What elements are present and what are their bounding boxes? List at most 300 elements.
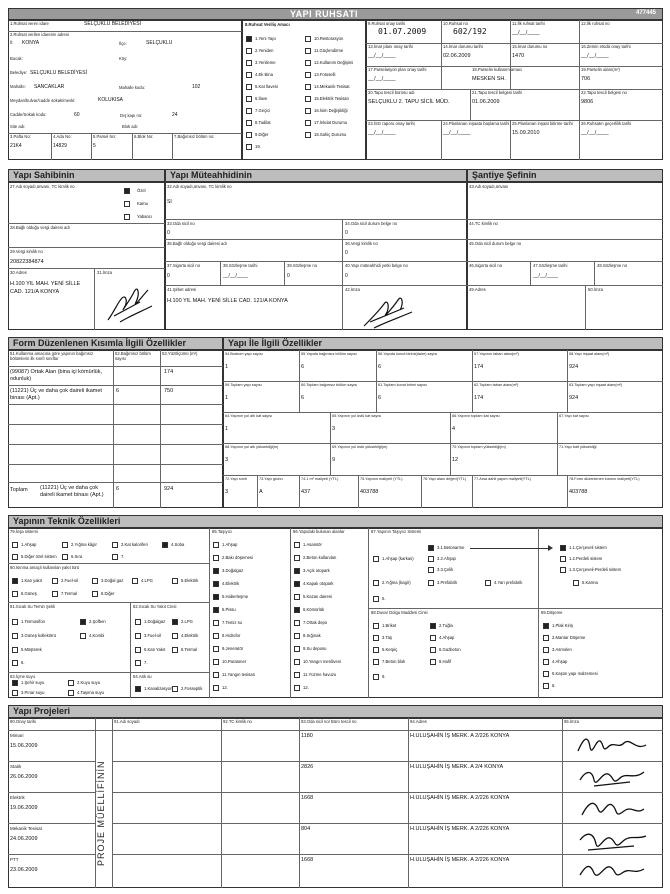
g87-cb-10[interactable]	[560, 567, 566, 573]
form-row1-b: odunluk)	[10, 376, 32, 382]
ozel-label: Özel	[137, 188, 146, 193]
g85-cb-0[interactable]	[213, 542, 219, 548]
r19-value: 706	[581, 76, 591, 82]
purpose-checkbox-0[interactable]	[246, 36, 252, 42]
h52-label: 52.Bağımsız bölüm sayısı	[115, 351, 151, 361]
purpose-checkbox-2[interactable]	[246, 48, 252, 54]
g81-lbl-2: 3.Güneş kollektörü	[21, 633, 56, 638]
r29-value: 20822384874	[10, 259, 44, 265]
g89-cb-2[interactable]	[543, 647, 549, 653]
owner-signature	[100, 272, 160, 328]
g85-lbl-5: 6.Pissu	[222, 607, 236, 612]
r12-label: 12.İlk ruhsat no	[581, 21, 610, 26]
g86-label: 86.Yapıdaki bulunan alanlar	[293, 529, 345, 534]
r9-label: 9.Ruhsat onay tarihi	[368, 21, 406, 26]
h51-label: 51.Kullanma amacına göre yapının bağımsız bölümlerin ilk sınıfı sınıflar	[10, 351, 94, 361]
g84-cb-0[interactable]	[135, 686, 141, 692]
g86-lbl-2: 3.Açık otopark	[303, 568, 330, 573]
r18-value: MESKEN SH.	[472, 76, 506, 82]
g79-cb-3[interactable]	[162, 542, 168, 548]
kapi-label: Dış kapı no:	[120, 113, 143, 118]
g88-cb-4[interactable]	[373, 647, 379, 653]
r45-label: 45.Oda sicil durum belge no	[469, 241, 522, 246]
g82-lbl-2: 3.Fuel-oil	[144, 633, 162, 638]
parsel-label: 5.Parsel No:	[93, 134, 117, 139]
g79-lbl-1: 2.Yığma kâgir	[71, 542, 97, 547]
r71-label: 71.Yapı bait yüksekliği	[559, 445, 597, 449]
kamu-checkbox[interactable]	[124, 201, 130, 207]
g89-cb-1[interactable]	[543, 635, 549, 641]
g88-cb-5[interactable]	[430, 647, 436, 653]
g80-lbl-4: 5.Elektrik	[181, 578, 199, 583]
g86-lbl-5: 6.Kömürlük	[303, 607, 325, 612]
project-signature-4	[574, 855, 654, 885]
g89-cb-0[interactable]	[543, 623, 549, 629]
g87-cb-4[interactable]	[428, 567, 434, 573]
g87-lbl-8: 1.1.Çerçeveli sistem	[569, 545, 607, 550]
g82-lbl-1: 2.LPG	[181, 619, 193, 624]
yabanci-checkbox[interactable]	[124, 214, 130, 220]
contractor-signature	[360, 290, 420, 330]
g82-cb-5[interactable]	[172, 647, 178, 653]
r63-value: 924	[569, 395, 579, 401]
form-total-label: Toplam	[10, 487, 28, 493]
g88-label: 88.Duvar Dolgu Maddesi Cinsi	[371, 610, 428, 615]
cadde-value: 60	[74, 112, 80, 118]
g83-cb-3[interactable]	[68, 690, 74, 696]
g79-cb-4[interactable]	[12, 554, 18, 560]
purpose-label-17: 18.Sahiç Durumu	[314, 132, 347, 137]
purpose-checkbox-5[interactable]	[305, 60, 311, 66]
g83-cb-1[interactable]	[68, 680, 74, 686]
r16-value: __/__/____	[581, 53, 609, 59]
r23-label: 23.İSG raporu onay tarihi	[368, 121, 415, 126]
g81-cb-4[interactable]	[12, 647, 18, 653]
r42-label: 42.İmza	[345, 287, 360, 292]
r73-label: 73.Yapı grubu	[259, 477, 283, 481]
r17-value: __/__/____	[368, 76, 396, 82]
r68-value: 3	[225, 457, 229, 463]
r49-label: 49.Adres	[469, 287, 486, 292]
r66-value: 4	[452, 426, 456, 432]
project-sicil-2: 1668	[301, 795, 314, 801]
parsel-value: 5	[93, 143, 96, 149]
g86-lbl-6: 7.Ortak depo	[303, 620, 328, 625]
h53-label: 53.Yüzölçümü (m²)	[162, 351, 198, 356]
ozel-checkbox[interactable]	[124, 188, 130, 194]
g88-cb-6[interactable]	[373, 659, 379, 665]
r43-label: 43.Adı soyadı,ünvanı	[469, 184, 509, 189]
r10-label: 10.Ruhsat no	[443, 21, 468, 26]
koy-label: Köy:	[119, 56, 128, 61]
g83-lbl-1: 2.Kuyu suyu	[77, 680, 101, 685]
g82-cb-6[interactable]	[135, 660, 141, 666]
g79-lbl-2: 3.Kat kaloriferi	[121, 542, 148, 547]
g80-label: 80.Isınma amaçlı kullanılan yakıt türü	[10, 565, 80, 570]
r39-value: 0	[287, 273, 290, 279]
g82-cb-2[interactable]	[135, 633, 141, 639]
purpose-label-1: 10.Restorasyon	[314, 36, 344, 41]
ada-value: 14829	[53, 143, 67, 149]
project-date-0: 15.06.2009	[10, 743, 38, 749]
g80-cb-6[interactable]	[52, 591, 58, 597]
g87-cb-6[interactable]	[485, 580, 491, 586]
purpose-checkbox-15[interactable]	[305, 120, 311, 126]
g85-cb-4[interactable]	[213, 594, 219, 600]
g87-cb-0[interactable]	[373, 556, 379, 562]
g89-lbl-0: 1.Plak Kiriş	[552, 623, 573, 628]
g83-lbl-0: 1.Şehir suyu	[21, 680, 45, 685]
g85-lbl-11: 12.	[222, 685, 228, 690]
g83-label: 83.İçme suyu	[10, 674, 35, 679]
section-sahibi: Yapı Sahibinin	[8, 169, 165, 182]
project-type-1: Statik	[10, 764, 22, 769]
r23-value: __/__/____	[368, 130, 396, 136]
g83-lbl-3: 4.Taşıma suyu	[77, 690, 104, 695]
g82-cb-3[interactable]	[172, 633, 178, 639]
r74-value: 437	[301, 489, 311, 495]
g89-cb-3[interactable]	[543, 659, 549, 665]
r78-value: 403788	[569, 489, 588, 495]
purpose-checkbox-10[interactable]	[246, 96, 252, 102]
g86-lbl-9: 10.Yangın merdiveni	[303, 659, 342, 664]
purpose-checkbox-9[interactable]	[305, 84, 311, 90]
form-row2-area: 750	[164, 388, 174, 394]
form-total-area: 924	[164, 486, 174, 492]
g85-lbl-9: 10.Paratoner	[222, 659, 247, 664]
g79-lbl-0: 1.Ahşap	[21, 542, 37, 547]
r75-label: 75.Yapının maliyeti (YTL)	[360, 477, 403, 481]
g80-lbl-0: 1.Katı yakıt	[21, 578, 42, 583]
g88-lbl-7: 8.Hafif	[439, 659, 452, 664]
r1-label: 1.Ruhsat veren idare	[10, 21, 49, 26]
g87-lbl-9: 1.2.Perdeli sistem	[569, 556, 603, 561]
bagimsiz-label: 7.Bağımsız bölüm no:	[174, 134, 215, 139]
purpose-checkbox-4[interactable]	[246, 60, 252, 66]
purpose-checkbox-11[interactable]	[305, 96, 311, 102]
g88-cb-3[interactable]	[430, 635, 436, 641]
purpose-label-12: 7.Geçici	[255, 108, 271, 113]
g81-lbl-3: 4.Kombi	[89, 633, 105, 638]
g89-label: 89.Döşeme	[541, 610, 563, 615]
project-sicil-3: 804	[301, 826, 311, 832]
g86-cb-5[interactable]	[294, 607, 300, 613]
g81-cb-1[interactable]	[80, 619, 86, 625]
cadde-label: Cadde/Sokak kodu:	[10, 112, 47, 117]
r31-label: 31.İmza	[97, 270, 112, 275]
form-row2-count: 6	[116, 388, 120, 394]
g85-cb-7[interactable]	[213, 633, 219, 639]
g79-cb-1[interactable]	[62, 542, 68, 548]
r72-label: 72.Yapı sınıfı	[225, 477, 248, 481]
purpose-label-18: 19.	[255, 144, 261, 149]
r1-value: SELÇUKLU BELEDİYESİ	[84, 21, 141, 27]
g87-lbl-3: 3.2.Ahşap	[437, 556, 456, 561]
purpose-label-10: 6.İlave	[255, 96, 268, 101]
pafta-label: 3.Pafta No:	[10, 134, 31, 139]
g87-cb-5[interactable]	[428, 580, 434, 586]
g88-cb-0[interactable]	[373, 623, 379, 629]
r46-label: 46.Sigorta sicil no	[469, 263, 503, 268]
r32-value: SI	[167, 199, 172, 205]
purpose-checkbox-18[interactable]	[246, 144, 252, 150]
g89-lbl-1: 2.Mantar Döşeme	[552, 635, 586, 640]
g82-cb-0[interactable]	[135, 619, 141, 625]
g86-lbl-11: 12.	[303, 685, 309, 690]
g79-cb-0[interactable]	[12, 542, 18, 548]
g85-cb-6[interactable]	[213, 620, 219, 626]
r34-label: 34.Oda sicil durum belge no	[345, 221, 398, 226]
g87-cb-3[interactable]	[428, 556, 434, 562]
h90-label: 90.Onay tarihi	[10, 719, 37, 724]
g86-cb-10[interactable]	[294, 672, 300, 678]
g88-cb-7[interactable]	[430, 659, 436, 665]
g86-cb-6[interactable]	[294, 620, 300, 626]
purpose-label-4: 3.Yenileme	[255, 60, 276, 65]
g86-cb-11[interactable]	[294, 685, 300, 691]
r69-value: 9	[332, 457, 336, 463]
form-total-count: 6	[116, 486, 120, 492]
form-title: YAPI RUHSATI	[290, 9, 359, 19]
g79-cb-2[interactable]	[112, 542, 118, 548]
g87-cb-2[interactable]	[428, 545, 434, 551]
g83-cb-0[interactable]	[12, 680, 18, 686]
r57-value: 174	[474, 364, 484, 370]
purpose-checkbox-8[interactable]	[246, 84, 252, 90]
r15-value: 1470	[512, 53, 525, 59]
r20-label: 20.Tapu tescil bürosu adı	[368, 90, 415, 95]
g86-cb-1[interactable]	[294, 555, 300, 561]
belediye-value: SELÇUKLU BELEDİYESİ	[30, 70, 87, 76]
g81-cb-2[interactable]	[12, 633, 18, 639]
g83-lbl-2: 3.Pınar suyu	[21, 690, 45, 695]
g79-lbl-3: 4.Soba	[171, 542, 185, 547]
ilce-label: İlçe:	[119, 41, 127, 46]
r57-label: 57.Yapının taban alanı(m²)	[474, 352, 519, 356]
r18-label: 18.Parselin kullanım amacı	[472, 67, 523, 72]
g89-lbl-4: 5.Kaşon yapı malzemesi	[552, 671, 598, 676]
g85-lbl-1: 2.Bakı döşemesi	[222, 555, 253, 560]
g81-cb-5[interactable]	[12, 660, 18, 666]
meydan-value: KOLUKISA	[98, 97, 124, 103]
section-projeler: Yapı Projeleri	[8, 705, 663, 718]
r44-label: 44.TC kimlik no	[469, 221, 498, 226]
r55-label: 55.Yapıda bağımsız bölüm sayısı	[301, 352, 357, 356]
g80-cb-3[interactable]	[132, 578, 138, 584]
mahalle-kod-label: Mahalle kodu:	[119, 85, 146, 90]
g81-lbl-0: 1.Termosifon	[21, 619, 45, 624]
r58-label: 58.Yapı inşaat alanı(m²)	[569, 352, 610, 356]
h95-label: 95.İmza	[564, 719, 579, 724]
r59-value: 1	[225, 395, 229, 401]
g82-lbl-3: 4.Elektrik	[181, 633, 199, 638]
purpose-checkbox-6[interactable]	[246, 72, 252, 78]
purpose-checkbox-3[interactable]	[305, 48, 311, 54]
r33-value: 0	[167, 230, 170, 236]
g88-lbl-1: 2.Tuğla	[439, 623, 453, 628]
g86-cb-8[interactable]	[294, 646, 300, 652]
section-muteahhit: Yapı Müteahhidinin	[165, 169, 467, 182]
g89-lbl-2: 3.Asmolen	[552, 647, 572, 652]
r54-value: 1	[225, 364, 229, 370]
g87-cb-1[interactable]	[373, 580, 379, 586]
g86-cb-4[interactable]	[294, 594, 300, 600]
g82-cb-4[interactable]	[135, 647, 141, 653]
r38-label: 38.Sözleşme tarihi	[223, 263, 258, 268]
g80-cb-1[interactable]	[52, 578, 58, 584]
r25-label: 25.Planlanan inşaat bitirme tarihi	[512, 121, 573, 126]
g82-lbl-6: 7.	[144, 660, 148, 665]
g80-cb-7[interactable]	[92, 591, 98, 597]
r74-label: 74.1 m² maliyeti (YTL)	[301, 477, 339, 481]
g79-cb-6[interactable]	[112, 554, 118, 560]
r78-label: 78.Form düzenlenen kısmın maliyeti(YTL)	[569, 477, 640, 481]
r21-label: 21.Tapu tescil belgesi tarihi	[472, 90, 523, 95]
g80-cb-4[interactable]	[172, 578, 178, 584]
purpose-label-16: 9.Diğer	[255, 132, 269, 137]
g87-lbl-1: 2.Yığma (kagir)	[382, 580, 411, 585]
g85-lbl-3: 4.Elektrik	[222, 581, 240, 586]
g79-label: 79.İnşa sistemi	[10, 529, 38, 534]
g86-cb-7[interactable]	[294, 633, 300, 639]
g81-lbl-1: 2.Şofben	[89, 619, 106, 624]
g88-cb-8[interactable]	[373, 674, 379, 680]
r64-value: 1	[225, 426, 229, 432]
g81-label: 81.Sıcak Su Temin Şekli	[10, 604, 56, 609]
g84-label: 84.Atık su	[133, 674, 152, 679]
r60-value: 6	[301, 395, 305, 401]
g87-cb-7[interactable]	[373, 596, 379, 602]
r67-label: 67.Yapı kat sayısı	[559, 414, 589, 418]
g87-lbl-11: 5.Karma	[582, 580, 598, 585]
r77-label: 77.Arsa dahil yapım maliyeti(YTL)	[474, 477, 531, 481]
g86-cb-9[interactable]	[294, 659, 300, 665]
g87-lbl-5: 3.Prefabrik	[437, 580, 458, 585]
g87-cb-11[interactable]	[573, 580, 579, 586]
r58-value: 924	[569, 364, 579, 370]
g87-cb-8[interactable]	[560, 545, 566, 551]
r41-label: 41.Şirket adresi	[167, 287, 197, 292]
r13-label: 13.İmar planı onay tarihi	[368, 44, 413, 49]
r36-label: 36.Vergi kimlik no	[345, 241, 378, 246]
g86-cb-3[interactable]	[294, 581, 300, 587]
g85-cb-11[interactable]	[213, 685, 219, 691]
g80-lbl-3: 4.LPG	[141, 578, 153, 583]
belediye-label: Belediye:	[10, 70, 28, 75]
g87-lbl-2: 3.1.Betonarme	[437, 545, 465, 550]
purpose-checkbox-7[interactable]	[305, 72, 311, 78]
mahalle-value: SANCAKLAR	[34, 84, 65, 90]
purpose-checkbox-13[interactable]	[305, 108, 311, 114]
g85-cb-1[interactable]	[213, 555, 219, 561]
g85-cb-8[interactable]	[213, 646, 219, 652]
g86-cb-0[interactable]	[294, 542, 300, 548]
kapi-value: 24	[172, 112, 178, 118]
g85-lbl-6: 7.Temiz su	[222, 620, 243, 625]
r65-value: 3	[332, 426, 336, 432]
g88-cb-2[interactable]	[373, 635, 379, 641]
site-chief-block	[467, 182, 663, 330]
g80-cb-5[interactable]	[12, 591, 18, 597]
h92-label: 92.TC kimlik no	[223, 719, 252, 724]
g85-cb-3[interactable]	[213, 581, 219, 587]
project-signature-3	[574, 824, 654, 854]
g82-lbl-5: 6.Termal	[181, 647, 198, 652]
purpose-checkbox-17[interactable]	[305, 132, 311, 138]
r72-value: 3	[225, 489, 229, 495]
purpose-title: 8.Ruhsat Veriliş Amacı	[245, 22, 290, 27]
g89-cb-5[interactable]	[543, 683, 549, 689]
section-yapi: Yapı İle İlgili Özellikler	[223, 337, 663, 350]
g79-lbl-6: 7.	[121, 554, 125, 559]
g81-cb-3[interactable]	[80, 633, 86, 639]
h93-label: 93.Oda sicil no/ Büro tescil no	[301, 719, 357, 724]
r26-label: 26.Ruhsatın geçerlilik tarihi	[581, 121, 632, 126]
r25-value: 15.09.2010	[512, 130, 540, 136]
r30-value-2: CAD. 121/A KONYA	[10, 289, 60, 295]
g83-cb-2[interactable]	[12, 690, 18, 696]
vertical-label: PROJE MÜELLİFİNİN	[96, 760, 106, 866]
g80-lbl-6: 7.Termal	[61, 591, 78, 596]
g87-lbl-6: 4.Yarı prefabrik	[494, 580, 523, 585]
r55-value: 6	[301, 364, 305, 370]
r30-value-1: H.100 YIL MAH. YENİ SİLLE	[10, 281, 81, 287]
purpose-checkbox-14[interactable]	[246, 120, 252, 126]
g79-lbl-4: 5.Diğer özel sistem	[21, 554, 57, 559]
form-row1-a: (99087) Ortak Alan (bina içi kömürlük,	[10, 369, 103, 375]
purpose-label-0: 1.Yeni Yapı	[255, 36, 276, 41]
g82-cb-1[interactable]	[172, 619, 178, 625]
g84-cb-1[interactable]	[172, 686, 178, 692]
g87-cb-9[interactable]	[560, 556, 566, 562]
g85-cb-10[interactable]	[213, 672, 219, 678]
purpose-checkbox-1[interactable]	[305, 36, 311, 42]
arrow-right-icon	[548, 545, 553, 551]
g79-cb-5[interactable]	[62, 554, 68, 560]
g84-lbl-1: 2.Fosseptik	[181, 686, 203, 691]
g86-cb-2[interactable]	[294, 568, 300, 574]
r38-value: __/__/____	[223, 273, 249, 279]
r22-label: 22.Tapu tescil belgesi no	[581, 90, 627, 95]
purpose-checkbox-16[interactable]	[246, 132, 252, 138]
purpose-checkbox-12[interactable]	[246, 108, 252, 114]
r30-label: 30.Adres	[10, 270, 27, 275]
r26-value: __/__/____	[581, 130, 609, 136]
g88-lbl-3: 4.Ahşap	[439, 635, 455, 640]
g88-lbl-6: 7.Beton blok	[382, 659, 406, 664]
g85-cb-2[interactable]	[213, 568, 219, 574]
g80-cb-0[interactable]	[12, 578, 18, 584]
g88-cb-1[interactable]	[430, 623, 436, 629]
g89-cb-4[interactable]	[543, 671, 549, 677]
purpose-label-11: 15.Elektrik Tesisatı	[314, 96, 349, 101]
r17-label: 17.Parselasyon plan onay tarihi	[368, 67, 427, 72]
g80-lbl-1: 2.Fuel-oil	[61, 578, 79, 583]
g85-cb-5[interactable]	[213, 607, 219, 613]
g80-cb-2[interactable]	[92, 578, 98, 584]
r62-label: 62.Toplam taban alanı(m²)	[474, 383, 519, 387]
g82-lbl-4: 5.Katı Yakıt	[144, 647, 166, 652]
g81-cb-0[interactable]	[12, 619, 18, 625]
r61-value: 6	[378, 395, 382, 401]
mahalle-label: Mahalle:	[10, 84, 26, 89]
project-date-1: 26.06.2009	[10, 774, 38, 780]
g88-lbl-5: 6.Gazbeton	[439, 647, 461, 652]
g86-lbl-1: 2.Beton kullanılan	[303, 555, 337, 560]
g85-cb-9[interactable]	[213, 659, 219, 665]
g82-lbl-0: 1.Doğalgaz	[144, 619, 166, 624]
r15-label: 15.İmar durumu no	[512, 44, 548, 49]
